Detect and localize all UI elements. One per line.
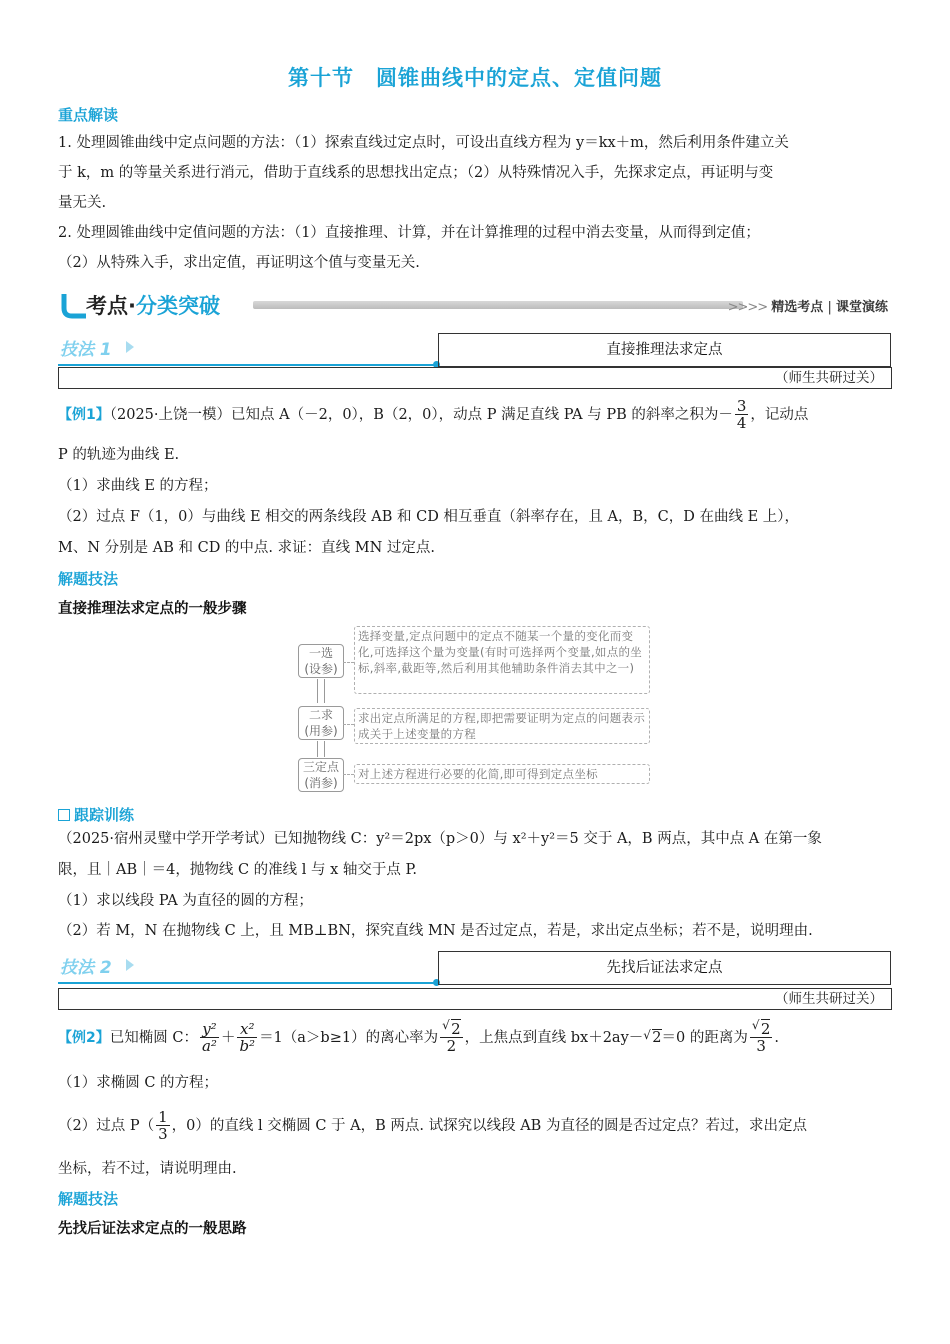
example-2-line-4: 坐标，若不过，请说明理由. (58, 1161, 237, 1177)
step-1-desc: 选择变量,定点问题中的定点不随某一个量的变化而变化,可选择这个量为变量(有时可选择两个变量,如点的坐标,斜率,截距等,然后利用其他辅助条件消去其中之一) (354, 626, 650, 694)
track-line-4: （2）若 M，N 在抛物线 C 上，且 MB⊥BN，探究直线 MN 是否过定点，若是，求出定点坐标；若不是，说明理由. (58, 923, 813, 939)
track-heading: 跟踪训练 (58, 804, 134, 825)
key-point-line-3: 量无关. (58, 195, 107, 211)
banner-title: 考点·分类突破 (86, 294, 220, 318)
example-2-line-1: 【例2】已知椭圆 C： $\frac{\text{y²}}{\text{a²}}$ ＋ $\frac{\text{x²}}{\text{b²}}$ ＝1（a＞b≥1）的离心率为 √ 2 2 ，上焦点到直线 bx＋2ay－ √ 2＝0 的距离为 √ 2 3 . (58, 1018, 780, 1055)
banner-right: >>>> 精选考点 | 课堂演练 (727, 300, 888, 315)
triangle-icon (126, 959, 134, 971)
key-point-line-1: 1. 处理圆锥曲线中定点问题的方法：（1）探索直线过定点时，可设出直线方程为 y＝kx＋m，然后利用条件建立关 (58, 135, 789, 151)
method-2-tag: 技法 2 (60, 958, 112, 978)
example-1-line-3: （1）求曲线 E 的方程； (58, 478, 218, 494)
checkbox-icon (58, 809, 70, 821)
triangle-icon (126, 341, 134, 353)
arrows-icon: >>>> (727, 300, 768, 315)
track-line-1: （2025·宿州灵璧中学开学考试）已知抛物线 C：y²＝2px（p＞0）与 x²＋y²＝5 交于 A，B 两点，其中点 A 在第一象 (58, 831, 822, 847)
key-point-line-4: 2. 处理圆锥曲线中定值问题的方法：（1）直接推理、计算，并在计算推理的过程中消去变量，从而得到定值； (58, 225, 760, 241)
example-2-tag: 【例2】 (58, 1030, 110, 1046)
method-2-header (58, 951, 892, 985)
step-3-box: 三定点 (消参) (298, 758, 344, 792)
step-1-box: 一选 (设参) (298, 644, 344, 678)
solve-heading-1: 解题技法 (58, 570, 119, 588)
example-1-line-4: （2）过点 F（1，0）与曲线 E 相交的两条线段 AB 和 CD 相互垂直（斜率存在，且 A，B，C，D 在曲线 E 上）， (58, 509, 800, 525)
track-line-3: （1）求以线段 PA 为直径的圆的方程； (58, 893, 313, 909)
banner-bar (253, 301, 743, 309)
step-3-desc: 对上述方程进行必要的化简,即可得到定点坐标 (354, 764, 650, 784)
banner-hook-icon (58, 290, 88, 320)
example-1-line-1: 【例1】（2025·上饶一模）已知点 A（－2，0），B（2，0），动点 P 满足直线 PA 与 PB 的斜率之积为－ $\frac{3}{4}$ ，记动点 (58, 397, 809, 432)
key-points-heading: 重点解读 (58, 106, 119, 124)
method-1-tag: 技法 1 (60, 340, 112, 360)
steps-heading-1: 直接推理法求定点的一般步骤 (58, 601, 247, 617)
method-1-subtitle: （师生共研过关） (58, 367, 892, 389)
key-point-line-2: 于 k，m 的等量关系进行消元，借助于直线系的思想找出定点；（2）从特殊情况入手，先探求定点，再证明与变 (58, 165, 774, 181)
method-1-title: 直接推理法求定点 (438, 333, 891, 367)
page-title: 第十节 圆锥曲线中的定点、定值问题 (288, 66, 662, 90)
method-1-header (58, 333, 892, 367)
down-arrow-icon (317, 741, 325, 757)
steps-diagram (296, 624, 656, 794)
example-2-line-2: （1）求椭圆 C 的方程； (58, 1075, 219, 1091)
down-arrow-icon (317, 679, 325, 703)
example-1-line-2: P 的轨迹为曲线 E. (58, 447, 180, 463)
steps-heading-2: 先找后证法求定点的一般思路 (58, 1221, 247, 1237)
method-2-subtitle: （师生共研过关） (58, 988, 892, 1010)
section-banner (58, 290, 892, 320)
step-2-desc: 求出定点所满足的方程,即把需要证明为定点的问题表示成关于上述变量的方程 (354, 708, 650, 744)
example-1-tag: 【例1】 (58, 407, 110, 423)
example-2-line-3: （2）过点 P（ $\frac{1}{3}$ ，0）的直线 l 交椭圆 C 于 A，B 两点. 试探究以线段 AB 为直径的圆是否过定点？若过，求出定点 (58, 1108, 807, 1143)
solve-heading-2: 解题技法 (58, 1190, 119, 1208)
step-2-box: 二求 (用参) (298, 706, 344, 740)
example-1-line-5: M、N 分别是 AB 和 CD 的中点. 求证：直线 MN 过定点. (58, 540, 436, 556)
key-point-line-5: （2）从特殊入手，求出定值，再证明这个值与变量无关. (58, 255, 420, 271)
method-2-title: 先找后证法求定点 (438, 951, 891, 985)
track-line-2: 限，且｜AB｜＝4，抛物线 C 的准线 l 与 x 轴交于点 P. (58, 862, 417, 878)
